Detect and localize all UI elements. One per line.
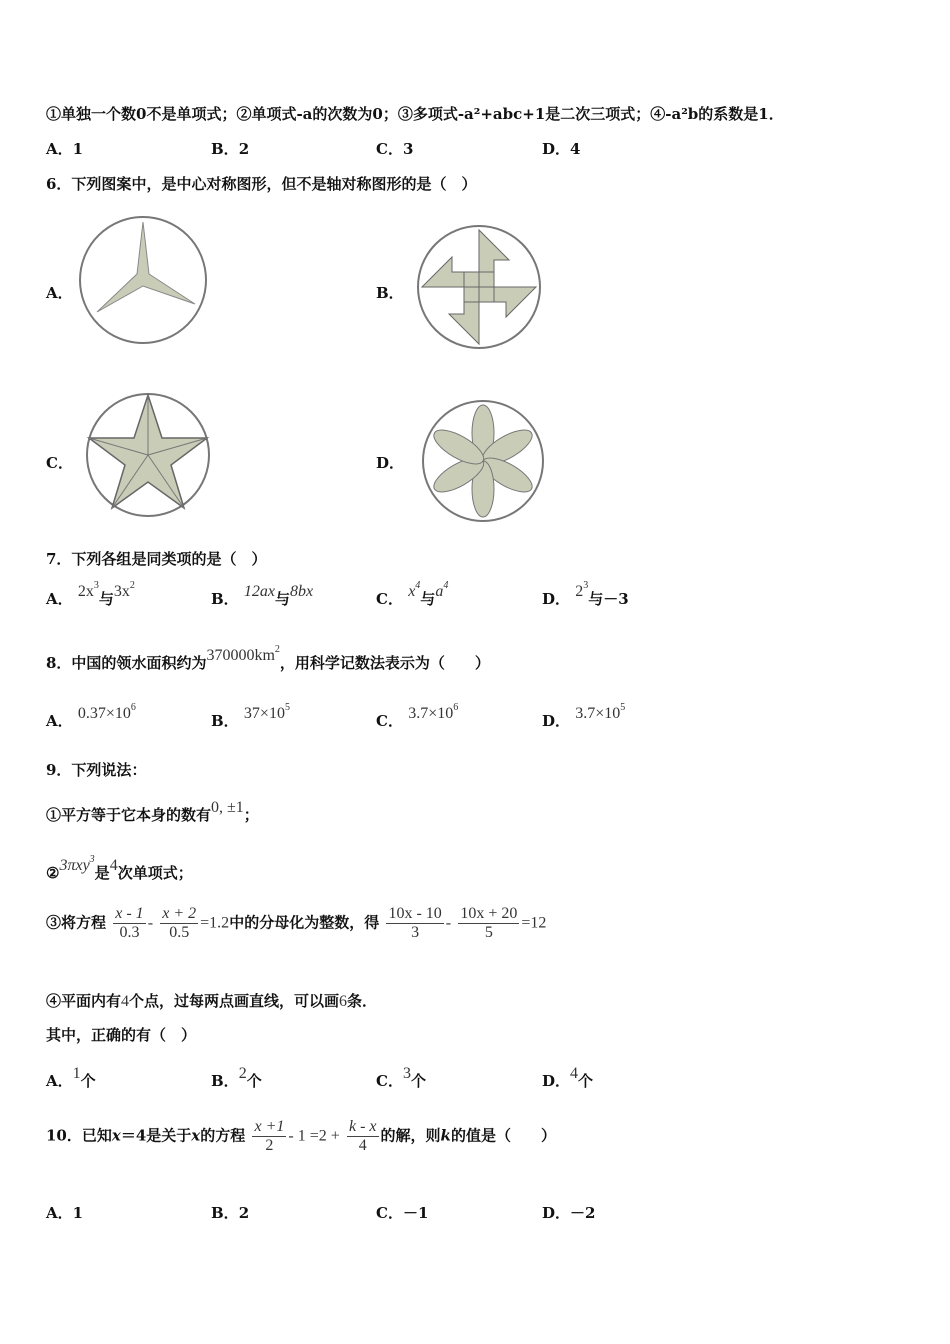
question-9-stem: 9．下列说法： — [46, 761, 147, 779]
q9-statement-3: ③将方程 $\frac{x - 1}{0.3}$ - $\frac{x + 2}{0.5}$ =1.2中的分母化为整数，得 $\frac{10x - 10}{3}$ - $\frac{10x + 20}{5}$ =12 — [46, 905, 547, 941]
question-6-stem: 6．下列图案中，是中心对称图形，但不是轴对称图形的是（ ） — [46, 175, 477, 193]
q7-option-a: A． $2x^3$与$3x^2$ — [46, 580, 135, 608]
q6-label-b: B． — [376, 284, 404, 302]
question-5-statements: ①单独一个数0不是单项式；②单项式-a的次数为0；③多项式-a²+abc+1是二次三项式；④-a²b的系数是1． — [46, 105, 784, 123]
q9-option-b: B．2个 — [211, 1065, 262, 1090]
q9-statement-1: ①平方等于它本身的数有0, ±1； — [46, 799, 259, 824]
fraction-x-minus-1-over-0.3: $\frac{x - 1}{0.3}$ — [115, 905, 144, 941]
q5-option-b: B．2 — [211, 140, 250, 158]
fraction-x-plus-2-over-0.5: $\frac{x + 2}{0.5}$ — [162, 905, 197, 941]
q9-statement-2: ②3πxy$^3$是4次单项式； — [46, 854, 193, 882]
q5-option-a: A．1 — [46, 140, 84, 158]
q5-option-c: C．3 — [376, 140, 414, 158]
question-7-stem: 7．下列各组是同类项的是（ ） — [46, 550, 267, 568]
q10-option-a: A．1 — [46, 1204, 84, 1222]
q9-statement-4: ④平面内有4个点，过每两点画直线，可以画6条． — [46, 992, 378, 1010]
q8-option-d: D． $3.7\times 10^5$ — [542, 702, 626, 730]
q7-option-b: B． 12ax与8bx — [211, 583, 314, 608]
q10-option-d: D．－2 — [542, 1204, 596, 1222]
figure-a-three-arm-shape — [77, 214, 209, 346]
figure-c-star — [83, 390, 213, 520]
q8-option-b: B． $37\times 10^5$ — [211, 702, 290, 730]
q6-label-a: A． — [46, 284, 73, 302]
q9-option-a: A．1个 — [46, 1065, 96, 1090]
q8-option-a: A． $0.37\times 10^6$ — [46, 702, 136, 730]
q6-label-c: C． — [46, 454, 73, 472]
q5-option-d: D．4 — [542, 140, 581, 158]
figure-d-flower — [419, 397, 547, 525]
question-8-stem: 8．中国的领水面积约为$370000km^2$，用科学记数法表示为（ ） — [46, 644, 490, 672]
q8-option-c: C． $3.7\times 10^6$ — [376, 702, 459, 730]
figure-b-pinwheel — [414, 222, 544, 352]
q9-conclusion: 其中，正确的有（ ） — [46, 1026, 197, 1044]
q10-option-c: C．－1 — [376, 1204, 429, 1222]
q6-label-d: D． — [376, 454, 405, 472]
q7-option-c: C． $x^4$与$a^4$ — [376, 580, 449, 608]
fraction-k-minus-x-over-4: $\frac{k - x}{4}$ — [348, 1118, 377, 1154]
q7-option-d: D． $2^3$与－3 — [542, 580, 629, 608]
fraction-10x-plus-20-over-5: $\frac{10x + 20}{5}$ — [460, 905, 518, 941]
fraction-10x-minus-10-over-3: $\frac{10x - 10}{3}$ — [388, 905, 442, 941]
q9-option-d: D．4个 — [542, 1065, 594, 1090]
q9-option-c: C．3个 — [376, 1065, 426, 1090]
question-10-stem: 10．已知x＝4是关于x的方程 $\frac{x +1}{2}$ - 1 =2 + $\frac{k - x}{4}$ 的解，则k的值是（ ） — [46, 1118, 556, 1154]
fraction-x-plus-1-over-2: $\frac{x +1}{2}$ — [254, 1118, 285, 1154]
q10-option-b: B．2 — [211, 1204, 250, 1222]
